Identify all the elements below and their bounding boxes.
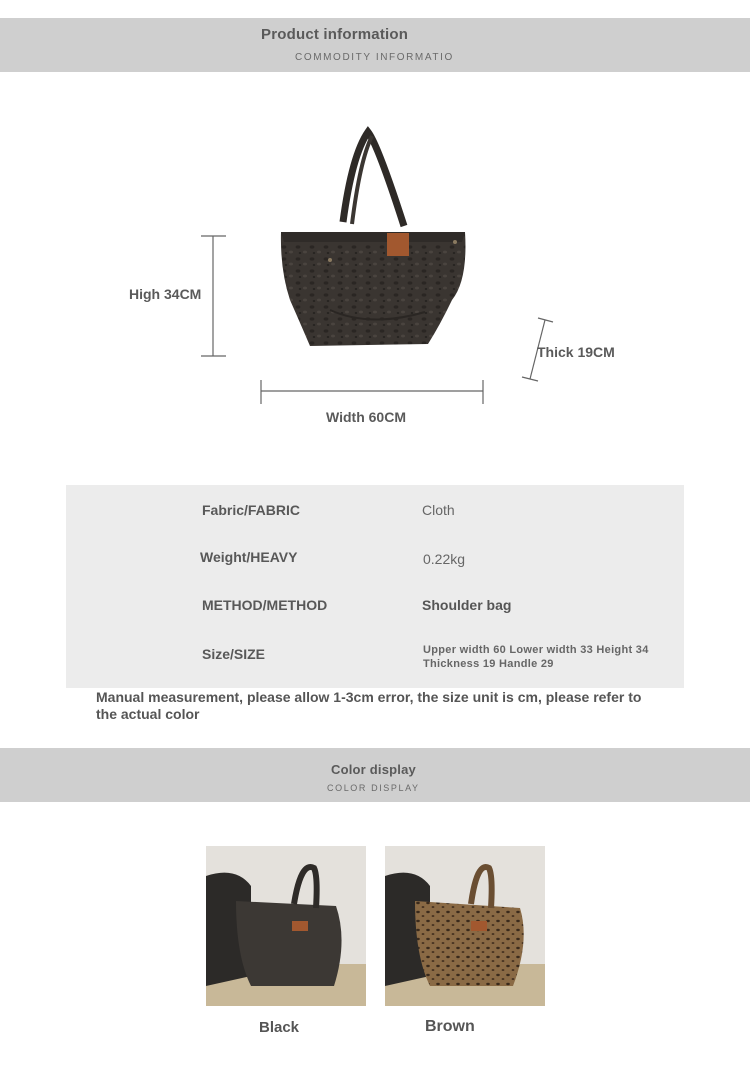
leather-patch — [387, 233, 409, 256]
spec-label-weight: Weight/HEAVY — [200, 549, 298, 565]
color-name-black: Black — [259, 1019, 300, 1036]
width-label: Width 60CM — [326, 409, 406, 425]
spec-value-size: Upper width 60 Lower width 33 Height 34 Thickness 19 Handle 29 — [423, 644, 649, 670]
bag-dimension-diagram — [0, 100, 750, 440]
height-label: High 34CM — [129, 286, 202, 302]
width-marker — [261, 380, 483, 404]
thickness-label: Thick 19CM — [537, 344, 615, 360]
spec-value-weight: 0.22kg — [423, 551, 466, 567]
spec-value-method: Shoulder bag — [422, 597, 512, 613]
tote-bag-illustration — [281, 132, 466, 346]
color-display-subtitle: COLOR DISPLAY — [327, 783, 420, 793]
color-display-title: Color display — [331, 762, 416, 777]
spec-label-method: METHOD/METHOD — [202, 597, 328, 613]
product-info-header — [0, 18, 750, 72]
spec-value-fabric: Cloth — [422, 502, 455, 518]
spec-table — [66, 485, 684, 688]
spec-label-size: Size/SIZE — [202, 646, 266, 662]
product-info-title: Product information — [261, 26, 409, 43]
color-display-header — [0, 748, 750, 802]
product-info-subtitle: COMMODITY INFORMATIO — [295, 52, 454, 63]
color-name-brown: Brown — [425, 1018, 475, 1035]
color-photo-brown[interactable] — [385, 846, 545, 1006]
spec-label-fabric: Fabric/FABRIC — [202, 502, 301, 518]
height-marker — [201, 236, 226, 356]
measurement-note: Manual measurement, please allow 1-3cm error, the size unit is cm, please refer to the actual color — [96, 689, 642, 722]
color-photo-black[interactable] — [206, 846, 366, 1006]
